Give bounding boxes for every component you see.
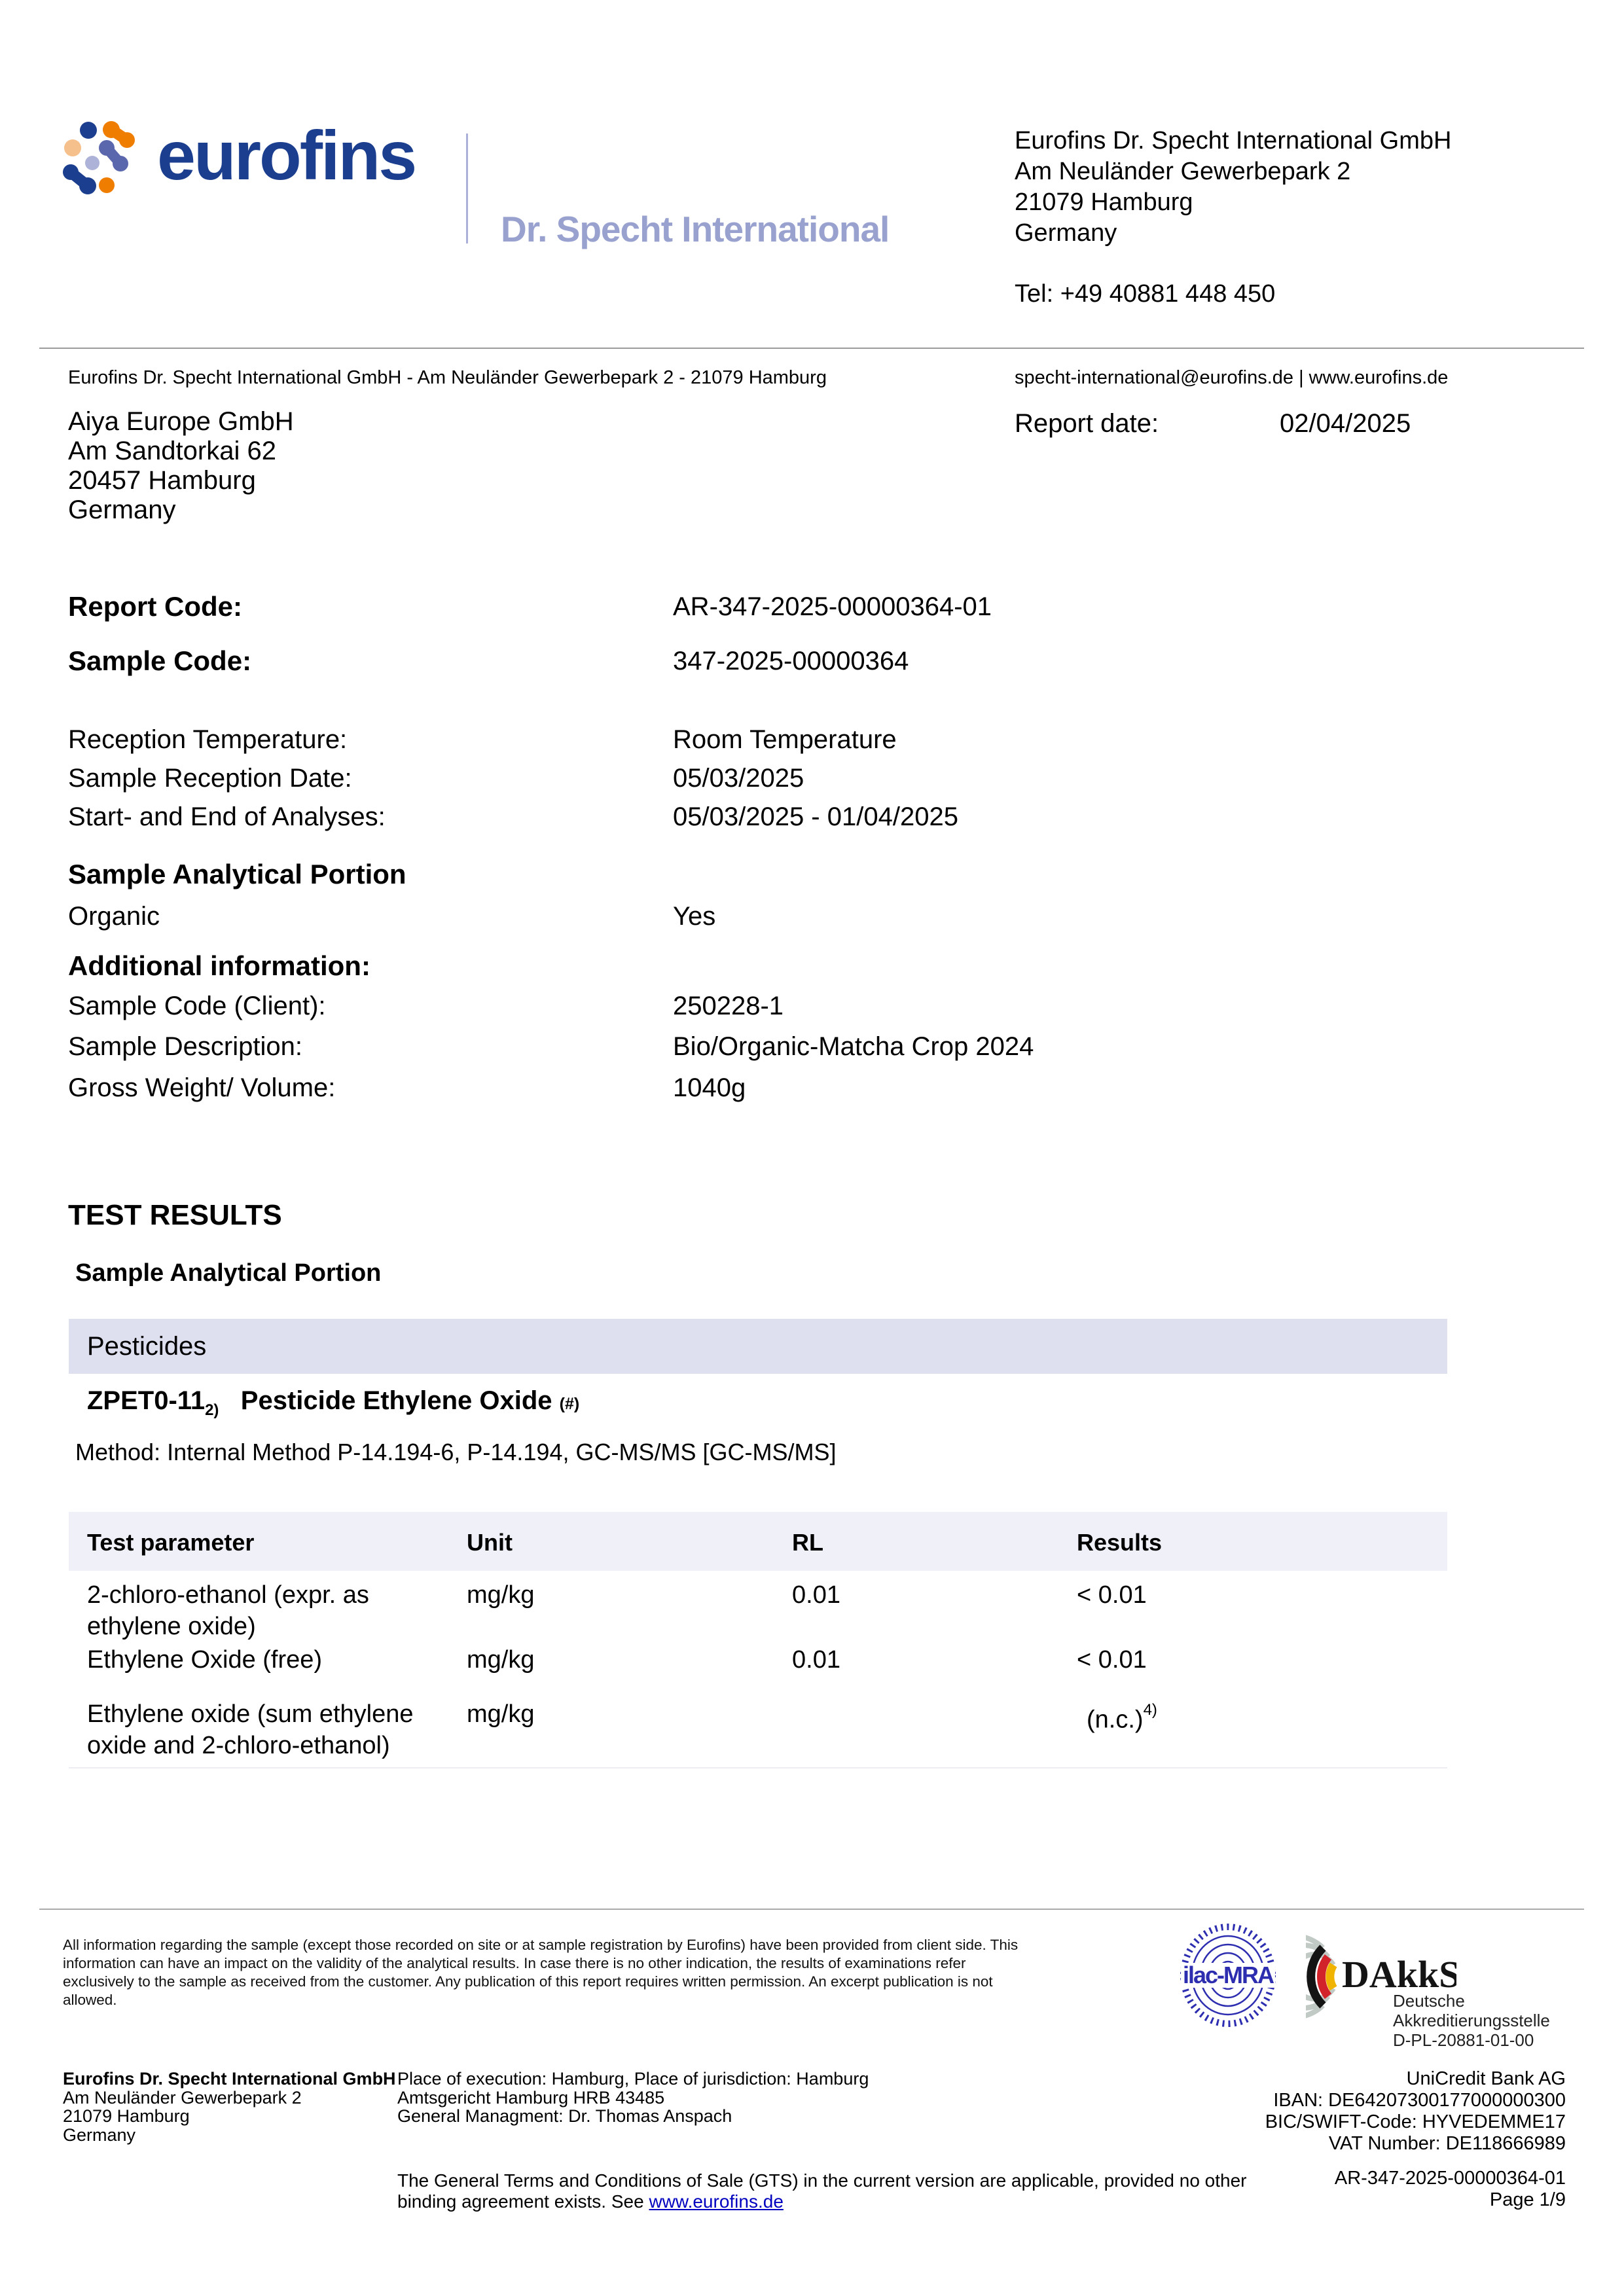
company-phone: Tel: +49 40881 448 450 xyxy=(1015,280,1276,308)
terms-line1: The General Terms and Conditions of Sale (GTS) in the current version are applicable, provided no other xyxy=(397,2170,1247,2191)
cell-result: $(n.c.)^{4)}$ xyxy=(1087,1701,1157,1734)
eurofins-wordmark: eurofins xyxy=(157,117,416,194)
additional-label: Gross Weight/ Volume: xyxy=(68,1073,336,1102)
pesticides-band xyxy=(69,1319,1447,1374)
cell-result: < 0.01 xyxy=(1077,1646,1147,1674)
footer-company-name: Eurofins Dr. Specht International GmbH xyxy=(63,2069,396,2089)
recipient-street: Am Sandtorkai 62 xyxy=(68,437,276,465)
table-bottom-rule xyxy=(69,1767,1447,1768)
cell-parameter: Ethylene Oxide (free) xyxy=(87,1646,323,1674)
footer-report-code: AR-347-2025-00000364-01 xyxy=(1334,2168,1566,2189)
test-heading xyxy=(87,1386,579,1420)
additional-value: 1040g xyxy=(673,1073,746,1102)
report-date-value: 02/04/2025 xyxy=(1280,409,1411,438)
test-id-footnote: 2) xyxy=(205,1401,219,1419)
sample-code-label: Sample Code: xyxy=(68,645,252,676)
group-label: Pesticides xyxy=(87,1332,207,1361)
company-city: 21079 Hamburg xyxy=(1015,188,1193,216)
footer-company-street: Am Neuländer Gewerbepark 2 xyxy=(63,2087,302,2108)
ilac-mra-seal-icon xyxy=(1178,1923,1278,2028)
bank-details-block xyxy=(1265,2068,1566,2155)
eurofins-link[interactable]: www.eurofins.de xyxy=(649,2191,784,2212)
footer-company-city: 21079 Hamburg xyxy=(63,2106,190,2126)
additional-label: Sample Description: xyxy=(68,1032,302,1061)
company-street: Am Neuländer Gewerbepark 2 xyxy=(1015,158,1351,185)
terms-text xyxy=(397,2170,1248,2212)
col-header-parameter: Test parameter xyxy=(87,1529,255,1556)
cell-unit: mg/kg xyxy=(467,1581,535,1609)
cell-rl: 0.01 xyxy=(792,1646,840,1674)
footer-rule xyxy=(39,1909,1584,1910)
recipient-country: Germany xyxy=(68,495,176,524)
cell-result: < 0.01 xyxy=(1077,1581,1147,1609)
header-rule xyxy=(39,348,1584,349)
legal-line: Amtsgericht Hamburg HRB 43485 xyxy=(397,2087,665,2108)
method-line: Method: Internal Method P-14.194-6, P-14.194, GC-MS/MS [GC-MS/MS] xyxy=(75,1439,837,1465)
col-header-rl: RL xyxy=(792,1529,823,1556)
test-name-suffix: (#) xyxy=(559,1395,580,1413)
recipient-address xyxy=(68,407,294,525)
organic-value: Yes xyxy=(673,902,716,931)
bank-line: IBAN: DE64207300177000000300 xyxy=(1273,2090,1566,2111)
ilac-mra-label: ilac-MRA xyxy=(1182,1962,1274,1988)
cell-unit: mg/kg xyxy=(467,1646,535,1674)
detail-label: Reception Temperature: xyxy=(68,725,348,754)
cell-unit: mg/kg xyxy=(467,1700,535,1728)
recipient-name: Aiya Europe GmbH xyxy=(68,407,294,436)
company-address-block xyxy=(1015,126,1451,249)
contact-line: specht-international@eurofins.de | www.eurofins.de xyxy=(1015,367,1449,388)
sender-line: Eurofins Dr. Specht International GmbH - Am Neuländer Gewerbepark 2 - 21079 Hamburg xyxy=(68,367,827,388)
dakks-label: DAkkS xyxy=(1342,1953,1456,1996)
organic-label: Organic xyxy=(68,902,160,931)
bank-line: VAT Number: DE118666989 xyxy=(1328,2133,1566,2154)
test-name: Pesticide Ethylene Oxide xyxy=(240,1386,552,1415)
dakks-accreditation-text: Deutsche Akkreditierungsstelle D-PL-20881-01-00 xyxy=(1393,1991,1550,2050)
report-date-label: Report date: xyxy=(1015,409,1159,438)
legal-line: Place of execution: Hamburg, Place of jurisdiction: Hamburg xyxy=(397,2069,869,2089)
cell-parameter: Ethylene oxide (sum ethylene oxide and 2-chloro-ethanol) xyxy=(87,1700,414,1759)
result-footnote: 4) xyxy=(1143,1701,1157,1719)
sample-code-value: 347-2025-00000364 xyxy=(673,647,909,675)
bank-line: BIC/SWIFT-Code: HYVEDEMME17 xyxy=(1265,2111,1566,2132)
table-header-row xyxy=(69,1512,1447,1571)
report-code-value: AR-347-2025-00000364-01 xyxy=(673,592,992,621)
footer-page-number: Page 1/9 xyxy=(1489,2189,1566,2210)
detail-value: Room Temperature xyxy=(673,725,897,754)
legal-line: General Managment: Dr. Thomas Anspach xyxy=(397,2106,732,2126)
detail-label: Start- and End of Analyses: xyxy=(68,802,386,831)
detail-value: 05/03/2025 xyxy=(673,764,804,793)
disclaimer-text: All information regarding the sample (except those recorded on site or at sample registration by Eurofins) have been provided from client side. This information can have an impact on the validity of the analytical results. In case there is no other indication, the results of examinations refer exclusively to the sample as received from the customer. Any publication of this report requires written permission. An excerpt publication is not allowed. xyxy=(63,1937,1019,2008)
test-results-title: TEST RESULTS xyxy=(68,1199,282,1231)
footer-legal-block xyxy=(397,2070,869,2126)
sample-portion-heading: Sample Analytical Portion xyxy=(68,859,406,889)
cell-rl: 0.01 xyxy=(792,1581,840,1609)
sample-portion-subtitle: Sample Analytical Portion xyxy=(75,1259,382,1287)
additional-label: Sample Code (Client): xyxy=(68,992,326,1020)
additional-value: Bio/Organic-Matcha Crop 2024 xyxy=(673,1032,1034,1061)
additional-value: 250228-1 xyxy=(673,992,784,1020)
eurofins-dots-logo-icon xyxy=(51,120,149,198)
report-code-label: Report Code: xyxy=(68,591,242,622)
detail-label: Sample Reception Date: xyxy=(68,764,352,793)
additional-info-heading: Additional information: xyxy=(68,950,370,981)
company-name: Eurofins Dr. Specht International GmbH xyxy=(1015,127,1452,154)
test-id: ZPET0-11 xyxy=(87,1386,206,1415)
footer-company-country: Germany xyxy=(63,2125,136,2145)
recipient-city: 20457 Hamburg xyxy=(68,466,256,495)
col-header-results: Results xyxy=(1077,1529,1163,1556)
company-country: Germany xyxy=(1015,219,1117,247)
dr-specht-wordmark: Dr. Specht International xyxy=(501,209,890,249)
footer-page-block xyxy=(1335,2168,1566,2211)
logo-divider xyxy=(466,134,468,243)
cell-parameter: 2-chloro-ethanol (expr. as ethylene oxide) xyxy=(87,1581,369,1640)
col-header-unit: Unit xyxy=(467,1529,513,1556)
terms-line2: binding agreement exists. See www.eurofins.de xyxy=(397,2191,784,2212)
bank-line: UniCredit Bank AG xyxy=(1406,2068,1566,2089)
footer-company-block xyxy=(63,2070,396,2144)
detail-value: 05/03/2025 - 01/04/2025 xyxy=(673,802,958,831)
